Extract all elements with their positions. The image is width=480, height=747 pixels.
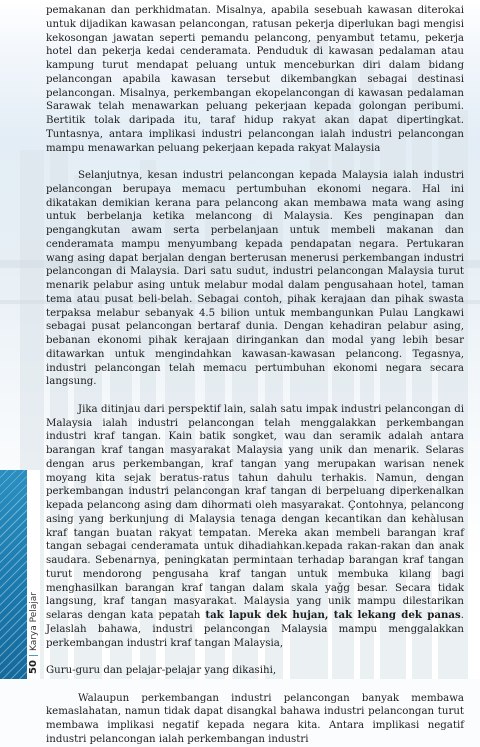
paragraph-spacer (46, 389, 464, 403)
paragraph-3-text-before: Jika ditinjau dari perspektif lain, salah satu impak industri pelancongan di Malaysia ialah industri pelancongan telah menggalakkan perkembangan industri kraf tangan. Kain batik songket, wau dan seramik adalah antara barangan kraf tangan masyarakat Malaysia yang unik dan menarik. Selaras dengan arus perkembangan, kraf tangan yang merupakan warisan nenek moyang kita sejak beratus-ratus tahun dahulu terhakis. Namun, dengan perkembangan industri pelancongan kraf tangan di berpeluang diperkenalkan kepada pelancong asing dam dihormati oleh masyarakat. Çontohnya, pelancong asing yang berkunjung di Malaysia tenaga dengan kecantikan dan kehàlusan kraf tangan buatan rakyat tempatan. Mereka akan membeli barangan kraf tangan sebagai cenderamata untuk dihadiahkan.kepada rakan-rakan dan anak saudara. Sebenarnya, peningkatan permintaan terhadap barangan kraf tangan turut mendorong pengusaha kraf tangan untuk membuka kilang bagi menghasilkan barangan kraf tangan dalam skala yaǧg besar. Secara tidak langsung, kraf tangan masyarakat. Malaysia yang unik mampu dilestarikan selaras dengan kata pepatah (46, 403, 464, 621)
book-title: Karya Pelajar (29, 591, 39, 652)
side-decorative-band (0, 470, 27, 679)
paragraph-spacer (46, 155, 464, 169)
peribahasa-bold: tak lapuk dek hujan, tak lekang dek panas (205, 609, 461, 621)
page-number: 50 (28, 660, 39, 674)
separator-bar: | (29, 654, 39, 658)
paragraph-5: Walaupun perkembangan industri pelancongan banyak membawa kemaslahatan, namun tidak dapat disangkal bahawa industri pelancongan turut membawa implikasi negatif kepada negara kita. Antara implikasi negatif industri pelancongan ialah perkembangan industri (46, 692, 464, 745)
article-body (46, 4, 464, 747)
paragraph-salutation: Guru-guru dan pelajar-pelajar yang dikasihi, (46, 665, 277, 676)
paragraph-1: pemakanan dan perkhidmatan. Misalnya, apabila sesebuah kawasan diterokai untuk dijadikan kawasan pelancongan, ratusan pekerja diperlukan bagi mengisi kekosongan jawatan seperti pemandu pelancong, penyambut tetamu, pekerja hotel dan pekerja kedai cenderamata. Penduduk di kawasan pedalaman atau kampung turut mendapat peluang untuk menceburkan diri dalam bidang pelancongan apabila kawasan tersebut dikembangkan sebagai destinasi pelancongan. Misalnya, perkembangan ekopelancongan di kawasan pedalaman Sarawak telah menawarkan peluang pekerjaan kepada golongan peribumi. Bertitik tolak daripada itu, taraf hidup rakyat akan dapat dipertingkat. Tuntasnya, antara implikasi industri pelancongan ialah industri pelancongan mampu menawarkan peluang pekerjaan kepada rakyat Malaysia (46, 5, 464, 154)
paragraph-2: Selanjutnya, kesan industri pelancongan kepada Malaysia ialah industri pelancongan berupaya memacu pertumbuhan ekonomi negara. Hal ini dikatakan demikian kerana para pelancong akan membawa mata wang asing untuk berbelanja ketika melancong di Malaysia. Kes penginapan dan pengangkutan awam serta perbelanjaan untuk membeli makanan dan cenderamata mampu menyumbang kepada pendapatan negara. Pertukaran wang asing dapat berjalan dengan berterusan menerusi perkembangan industri pelancongan di Malaysia. Dari satu sudut, industri pelancongan Malaysia turut menarik pelabur asing untuk melabur modal dalam pengusahaan hotel, taman tema atau pusat beli-belah. Sebagai contoh, pihak kerajaan dan pihak swasta terpaksa melabur sebanyak 4.5 bilion untuk membangunkan Pulau Langkawi sebagai pusat pelancongan bertaraf dunia. Dengan kehadiran pelabur asing, bebanan ekonomi pihak kerajaan diringankan dan modal yang lebih besar ditawarkan untuk mengindahkan kawasan-kawasan pelancong. Tegasnya, industri pelancongan telah memacu pertumbuhan ekonomi negara secara langsung. (46, 170, 464, 388)
paragraph-3 (46, 403, 464, 651)
paragraph-spacer (46, 678, 464, 692)
paragraph-spacer (46, 650, 464, 664)
page-footer-label (28, 592, 39, 674)
paragraph-3-text-after: . Jelaslah bahawa, industri pelancongan Malaysia mampu menggalakkan perkembangan industri kraf tangan Malaysia, (46, 610, 464, 649)
